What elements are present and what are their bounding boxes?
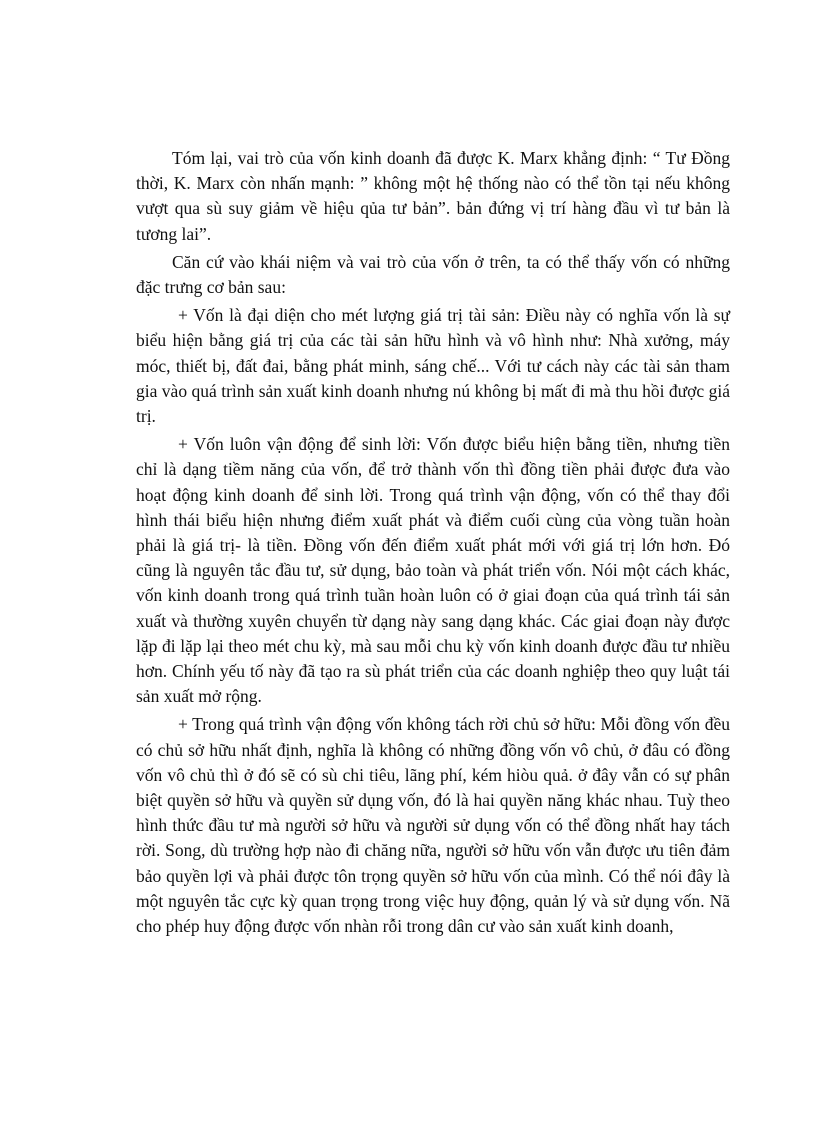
paragraph-bullet-value: + Vốn là đại diện cho mét lượng giá trị tài sản: Điều này có nghĩa vốn là sự biểu hiện bằng giá trị của các tài sản hữu hình và vô hình như: Nhà xưởng, máy móc, thiết bị, đất đai, bằng phát minh, sáng chế... Với tư cách này các tài sản tham gia vào quá trình sản xuất kinh doanh nhưng nú không bị mất đi mà thu hồi được giá trị.	[136, 305, 730, 427]
paragraph-characteristics-intro: Căn cứ vào khái niệm và vai trò của vốn ở trên, ta có thể thấy vốn có những đặc trưng cơ bản sau:	[136, 251, 730, 298]
paragraph-intro: Tóm lại, vai trò của vốn kinh doanh đã được K. Marx khẳng định: “ Tư Đồng thời, K. Marx còn nhấn mạnh: ” không một hệ thống nào có thể tồn tại nếu không vượt qua sù suy giảm về hiệu qủa tư bản”. bản đứng vị trí hàng đầu vì tư bản là tương lai”.	[136, 148, 730, 244]
document-page	[136, 146, 730, 942]
paragraph-bullet-ownership: + Trong quá trình vận động vốn không tách rời chủ sở hữu: Mỗi đồng vốn đều có chủ sở hữu nhất định, nghĩa là không có những đồng vốn vô chủ, ở đâu có đồng vốn vô chủ thì ở đó sẽ có sù chi tiêu, lãng phí, kém hiòu quả. ở đây vẫn có sự phân biệt quyền sở hữu và quyền sử dụng vốn, đó là hai quyền năng khác nhau. Tuỳ theo hình thức đầu tư mà người sở hữu và người sử dụng vốn có thể đồng nhất hay tách rời. Song, dù trường hợp nào đi chăng nữa, người sở hữu vốn vẫn được ưu tiên đảm bảo quyền lợi và phải được tôn trọng quyền sở hữu vốn của mình. Có thể nói đây là một nguyên tắc cực kỳ quan trọng trong việc huy động, quản lý và sử dụng vốn. Nã cho phép huy động được vốn nhàn rỗi trong dân cư vào sản xuất kinh doanh,	[136, 714, 730, 937]
paragraph-bullet-profit: + Vốn luôn vận động để sinh lời: Vốn được biểu hiện bằng tiền, nhưng tiền chỉ là dạng tiềm năng của vốn, để trở thành vốn thì đồng tiền phải được đưa vào hoạt động kinh doanh để sinh lời. Trong quá trình vận động, vốn có thể thay đổi hình thái biểu hiện nhưng điểm xuất phát và điểm cuối cùng của vòng tuần hoàn phải là giá trị- là tiền. Đồng vốn đến điểm xuất phát mới với giá trị lớn hơn. Đó cũng là nguyên tắc đầu tư, sử dụng, bảo toàn và phát triển vốn. Nói một cách khác, vốn kinh doanh trong quá trình tuần hoàn luôn có ở giai đoạn của quá trình tái sản xuất và thường xuyên chuyển từ dạng này sang dạng khác. Các giai đoạn này được lặp đi lặp lại theo mét chu kỳ, mà sau mỗi chu kỳ vốn kinh doanh được đầu tư nhiều hơn. Chính yếu tố này đã tạo ra sù phát triển của các doanh nghiệp theo quy luật tái sản xuất mở rộng.	[136, 434, 730, 707]
